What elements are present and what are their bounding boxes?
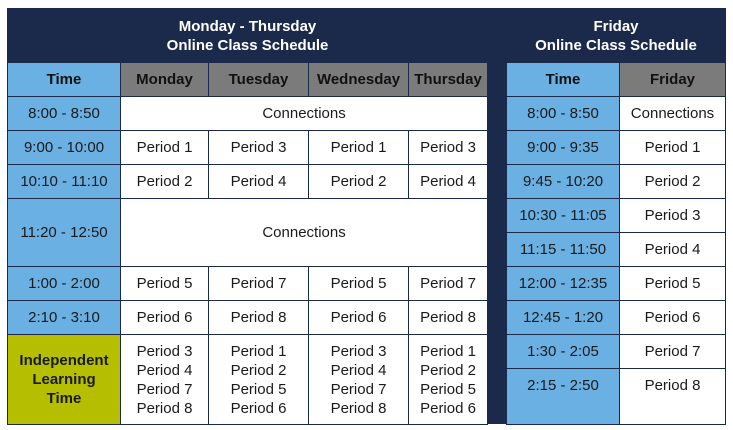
table-row [507, 199, 726, 233]
table-row [507, 233, 726, 267]
period-cell: Period 3 [409, 131, 488, 165]
day-header-thursday: Thursday [409, 63, 488, 97]
time-header: Time [8, 63, 121, 97]
time-slot: 8:00 - 8:50 [507, 97, 620, 131]
period-entry: Period 4 [330, 361, 387, 379]
period-entry: Period 7 [330, 380, 387, 398]
time-slot: 9:00 - 9:35 [507, 131, 620, 165]
day-header-tuesday: Tuesday [209, 63, 309, 97]
table-row [8, 199, 488, 267]
friday-title-line2: Online Class Schedule [535, 36, 697, 54]
period-cell: Period 1 [620, 131, 726, 165]
period-cell: Period 2 [121, 165, 209, 199]
independent-learning-label [8, 335, 121, 425]
ilt-cell-tuesday [209, 335, 309, 425]
period-entry: Period 3 [136, 342, 193, 360]
time-slot: 11:20 - 12:50 [8, 199, 121, 267]
mon-thu-schedule-table [7, 8, 488, 425]
day-header-friday: Friday [620, 63, 726, 97]
period-entry: Period 7 [136, 380, 193, 398]
connections-cell: Connections [121, 199, 488, 267]
period-cell: Period 8 [409, 301, 488, 335]
time-header: Time [507, 63, 620, 97]
period-cell: Period 5 [309, 267, 409, 301]
connections-cell: Connections [121, 97, 488, 131]
day-header-wednesday: Wednesday [309, 63, 409, 97]
time-slot: 9:00 - 10:00 [8, 131, 121, 165]
period-entry: Period 2 [230, 361, 287, 379]
table-row [507, 301, 726, 335]
table-row [8, 267, 488, 301]
period-cell: Period 3 [209, 131, 309, 165]
table-row [507, 165, 726, 199]
period-cell: Period 1 [121, 131, 209, 165]
period-entry: Period 1 [230, 342, 287, 360]
table-row [507, 97, 726, 131]
table-row [8, 301, 488, 335]
ilt-label-line3: Time [46, 390, 82, 407]
period-entry: Period 2 [420, 361, 476, 379]
period-entry: Period 5 [420, 380, 476, 398]
time-slot: 1:30 - 2:05 [507, 335, 620, 369]
ilt-label-line1: Independent [19, 352, 109, 369]
period-cell: Period 4 [409, 165, 488, 199]
mon-thu-title [8, 9, 488, 63]
period-entry: Period 6 [420, 399, 476, 417]
period-entry: Period 8 [136, 399, 193, 417]
time-slot: 11:15 - 11:50 [507, 233, 620, 267]
friday-title-line1: Friday [593, 17, 639, 35]
period-cell: Period 6 [309, 301, 409, 335]
ilt-label-line2: Learning [32, 371, 96, 388]
period-entry: Period 3 [330, 342, 387, 360]
day-header-monday: Monday [121, 63, 209, 97]
time-slot: 10:10 - 11:10 [8, 165, 121, 199]
period-cell: Period 2 [309, 165, 409, 199]
schedule-divider [487, 8, 506, 424]
period-cell: Period 2 [620, 165, 726, 199]
time-slot: 1:00 - 2:00 [8, 267, 121, 301]
period-cell: Connections [620, 97, 726, 131]
period-cell: Period 8 [620, 369, 726, 425]
table-row [507, 131, 726, 165]
mon-thu-title-line2: Online Class Schedule [166, 36, 329, 54]
friday-schedule-table [506, 8, 726, 425]
table-row [8, 131, 488, 165]
period-entry: Period 4 [136, 361, 193, 379]
period-cell: Period 7 [209, 267, 309, 301]
period-cell: Period 1 [309, 131, 409, 165]
table-row [507, 369, 726, 425]
ilt-cell-monday [121, 335, 209, 425]
period-cell: Period 4 [209, 165, 309, 199]
period-cell: Period 5 [121, 267, 209, 301]
time-slot: 9:45 - 10:20 [507, 165, 620, 199]
table-row [8, 97, 488, 131]
period-cell: Period 7 [620, 335, 726, 369]
period-cell: Period 8 [209, 301, 309, 335]
table-row [8, 165, 488, 199]
period-entry: Period 5 [230, 380, 287, 398]
table-row [507, 335, 726, 369]
period-cell: Period 4 [620, 233, 726, 267]
time-slot: 12:00 - 12:35 [507, 267, 620, 301]
period-cell: Period 5 [620, 267, 726, 301]
ilt-cell-thursday [409, 335, 488, 425]
time-slot: 10:30 - 11:05 [507, 199, 620, 233]
friday-title [507, 9, 726, 63]
time-slot: 12:45 - 1:20 [507, 301, 620, 335]
ilt-cell-wednesday [309, 335, 409, 425]
period-cell: Period 7 [409, 267, 488, 301]
table-row [8, 335, 488, 425]
table-row [507, 267, 726, 301]
period-entry: Period 1 [420, 342, 476, 360]
mon-thu-title-line1: Monday - Thursday [178, 17, 317, 35]
time-slot: 2:10 - 3:10 [8, 301, 121, 335]
period-entry: Period 8 [330, 399, 387, 417]
period-cell: Period 3 [620, 199, 726, 233]
time-slot: 8:00 - 8:50 [8, 97, 121, 131]
period-entry: Period 6 [230, 399, 287, 417]
time-slot: 2:15 - 2:50 [507, 369, 620, 425]
period-cell: Period 6 [620, 301, 726, 335]
period-cell: Period 6 [121, 301, 209, 335]
